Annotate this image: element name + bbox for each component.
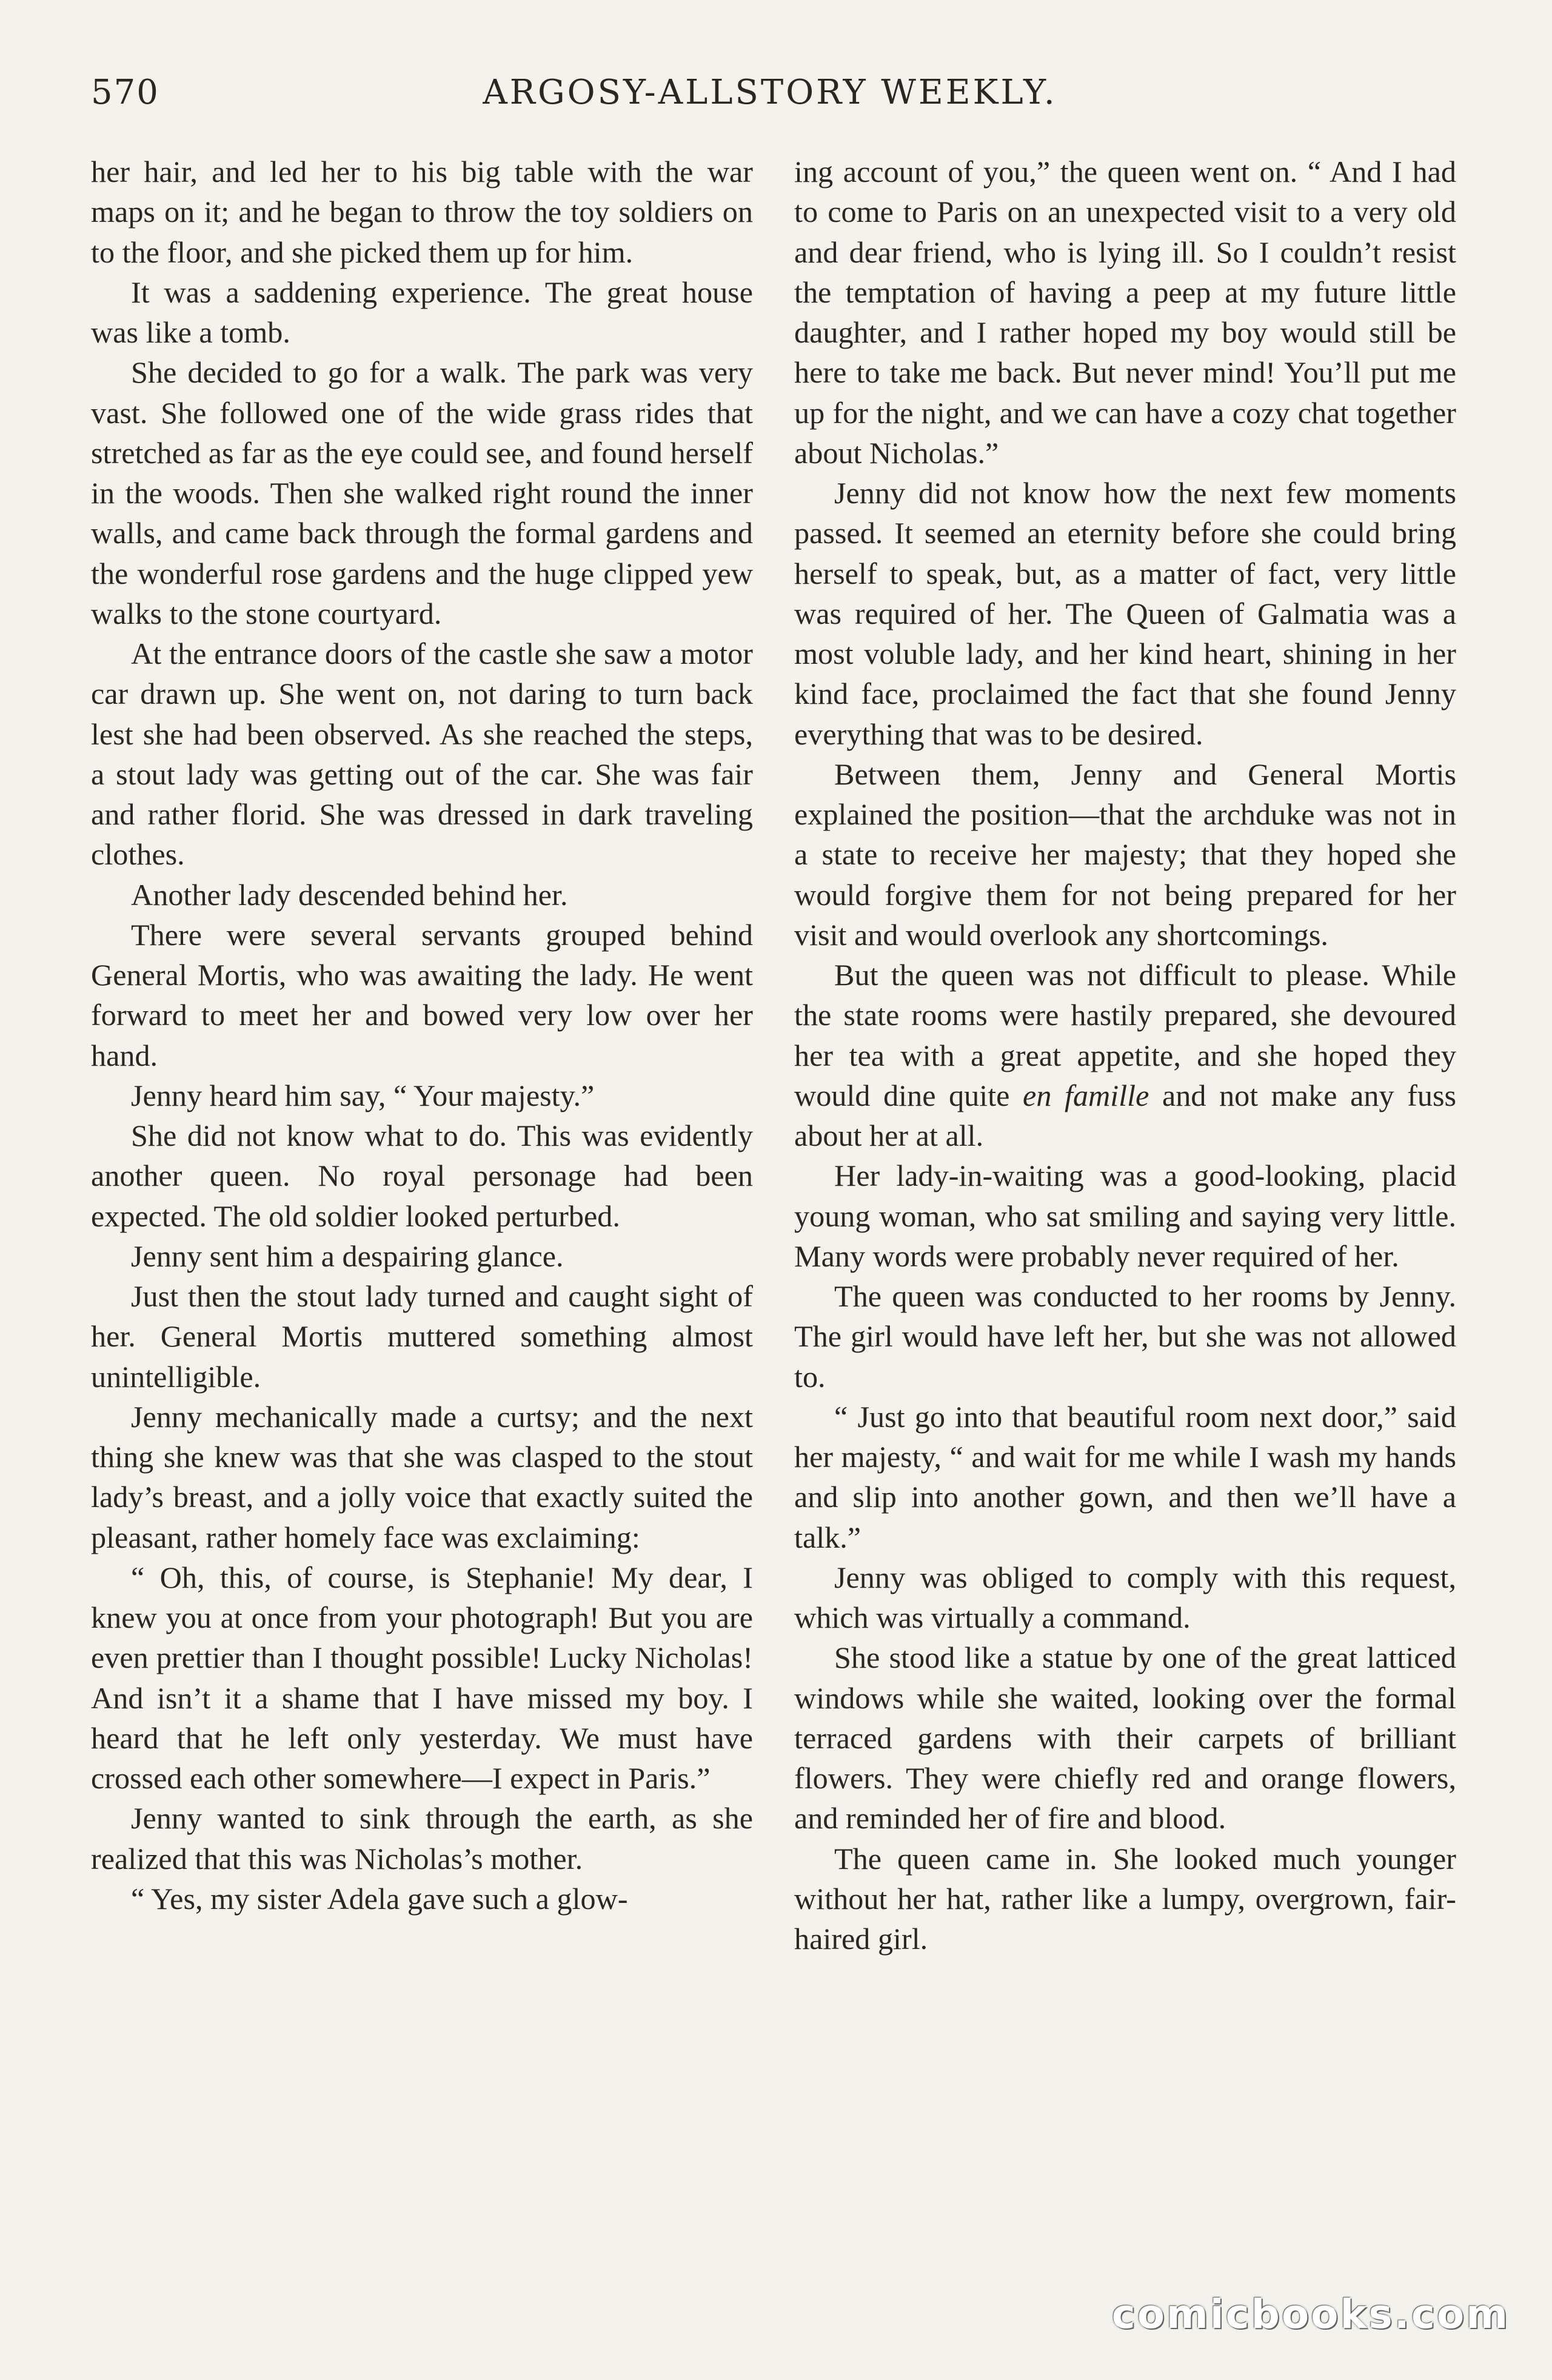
paragraph: Jenny did not know how the next few moments passed. It seemed an eternity before she could bring herself to speak, but, as a matter of fact, very little was required of her. The Queen of Galmatia was a most voluble lady, and her kind heart, shining in her kind face, proclaimed the fact that she found Jenny everything that was to be desired. (794, 476, 1456, 751)
paragraph: The queen came in. She looked much younger without her hat, rather like a lumpy, overgrown, fair-haired girl. (794, 1841, 1456, 1956)
paragraph: her hair, and led her to his big table with the war maps on it; and he began to throw the toy soldiers on to the floor, and she picked them up for him. (91, 155, 753, 269)
watermark: comicbooks.com (1111, 2291, 1510, 2338)
paragraph-text: and not make any fuss about her at all. (794, 1078, 1456, 1152)
paragraph: She stood like a statue by one of the great latticed windows while she waited, looking over the formal terraced gardens with their carpets of brilliant flowers. They were chiefly red and orange flowers, and reminded her of fire and blood. (794, 1640, 1456, 1836)
paragraph-text: But the queen was not difficult to please. While the state rooms were hastily prepared, she devoured her tea with a great appetite, and she hoped they would dine quite (794, 958, 1456, 1112)
paragraph: The queen was conducted to her rooms by Jenny. The girl would have left her, but she was not allowed to. (794, 1279, 1456, 1394)
paragraph: Jenny wanted to sink through the earth, as she realized that this was Nicholas’s mother. (91, 1801, 753, 1876)
left-text-column (91, 152, 753, 2291)
paragraph: She did not know what to do. This was evidently another queen. No royal personage had been expected. The old soldier looked perturbed. (91, 1118, 753, 1233)
paragraph: At the entrance doors of the castle she saw a motor car drawn up. She went on, not daring to turn back lest she had been observed. As she reached the steps, a stout lady was getting out of the car. She was fair and rather florid. She was dressed in dark traveling clothes. (91, 637, 753, 872)
paragraph: Her lady-in-waiting was a good-looking, placid young woman, who sat smiling and saying very little. Many words were probably never required of her. (794, 1158, 1456, 1273)
paragraph (794, 955, 1456, 1155)
paragraph: Just then the stout lady turned and caught sight of her. General Mortis muttered something almost unintelligible. (91, 1279, 753, 1394)
paragraph: Jenny sent him a despairing glance. (131, 1238, 564, 1273)
paragraph: Jenny heard him say, “ Your majesty.” (131, 1078, 595, 1112)
right-text-column (794, 152, 1456, 2291)
paragraph: “ Yes, my sister Adela gave such a glow- (131, 1881, 628, 1916)
paragraph: Jenny mechanically made a curtsy; and the next thing she knew was that she was clasped to the stout lady’s breast, and a jolly voice that exactly suited the pleasant, rather homely face was exclaiming: (91, 1399, 753, 1554)
paragraph: Between them, Jenny and General Mortis explained the position—that the archduke was not in a state to receive her majesty; that they hoped she would forgive them for not being prepared for her visit and would overlook any shortcomings. (794, 757, 1456, 952)
paragraph: There were several servants grouped behind General Mortis, who was awaiting the lady. He went forward to meet her and bowed very low over her hand. (91, 917, 753, 1072)
page-header (91, 73, 1449, 127)
paragraph: Jenny was obliged to comply with this request, which was virtually a command. (794, 1560, 1456, 1634)
paragraph: She decided to go for a walk. The park was very vast. She followed one of the wide grass rides that stretched as far as the eye could see, and found herself in the woods. Then she walked right round the inner walls, and came back through the formal gardens and the wonderful rose gardens and the huge clipped yew walks to the stone courtyard. (91, 355, 753, 630)
paragraph: It was a saddening experience. The great house was like a tomb. (91, 275, 753, 349)
paragraph: Another lady descended behind her. (131, 877, 568, 912)
paragraph: “ Oh, this, of course, is Stephanie! My dear, I knew you at once from your photograph! But you are even prettier than I thought possible! Lucky Nicholas! And isn’t it a shame that I have missed my boy. I heard that he left only yesterday. We must have crossed each other somewhere—I expect in Paris.” (91, 1560, 753, 1795)
page-number: 570 (91, 73, 159, 112)
paragraph: ing account of you,” the queen went on. “ And I had to come to Paris on an unexpected visit to a very old and dear friend, who is lying ill. So I couldn’t resist the temptation of having a peep at my future little daughter, and I rather hoped my boy would still be here to take me back. But never mind! You’ll put me up for the night, and we can have a cozy chat together about Nicholas.” (794, 155, 1456, 470)
paragraph: “ Just go into that beautiful room next door,” said her majesty, “ and wait for me while I wash my hands and slip into another gown, and then we’ll have a talk.” (794, 1399, 1456, 1554)
italic-phrase: en famille (1023, 1078, 1149, 1112)
running-title: ARGOSY-ALLSTORY WEEKLY. (483, 73, 1057, 112)
